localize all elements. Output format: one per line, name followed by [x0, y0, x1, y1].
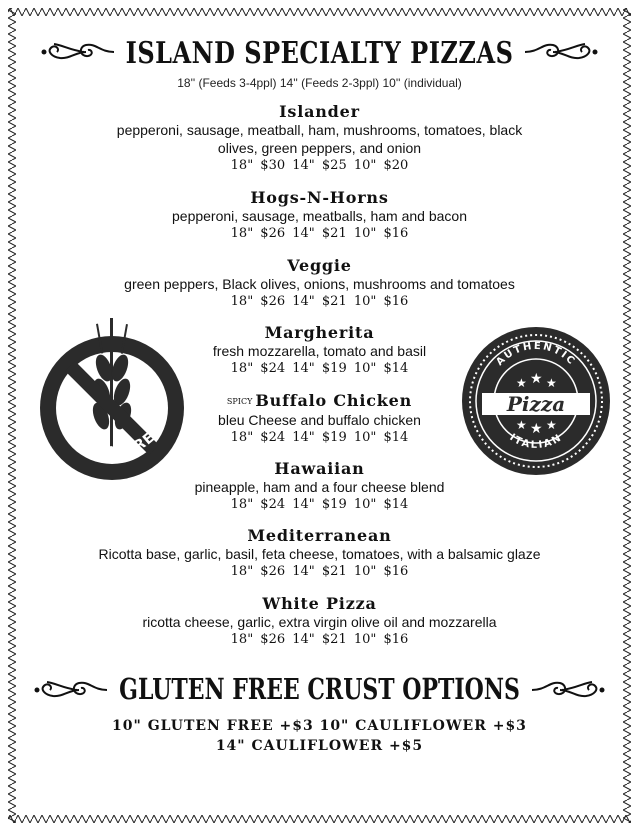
page-title: ISLAND SPECIALTY PIZZAS — [125, 33, 514, 71]
gluten-free-badge — [38, 310, 186, 490]
spicy-tag: SPICY — [226, 397, 253, 406]
item-name: Hawaiian — [274, 459, 365, 478]
svg-text:★: ★ — [546, 418, 557, 432]
item-desc: green peppers, Black olives, onions, mushrooms and tomatoes — [124, 276, 515, 292]
flourish-left-icon — [40, 39, 116, 65]
gluten-free-title: GLUTEN FREE CRUST OPTIONS — [119, 673, 520, 707]
seal-center-text: Pizza — [506, 392, 566, 416]
item-name: White Pizza — [262, 594, 377, 613]
item-price: 18" $24 14" $19 10" $14 — [230, 430, 409, 445]
item-price: 18" $26 14" $21 10" $16 — [230, 564, 409, 579]
item-name-text: Buffalo Chicken — [255, 391, 413, 410]
seal-top-text: AUTHENTIC — [494, 340, 578, 369]
svg-text:★: ★ — [530, 421, 543, 437]
item-desc: Ricotta base, garlic, basil, feta cheese, tomatoes, with a balsamic glaze — [98, 546, 541, 562]
flourish-right-icon — [530, 677, 606, 703]
menu-item — [60, 188, 579, 243]
svg-text:★: ★ — [530, 371, 543, 387]
item-price: 18" $26 14" $21 10" $16 — [230, 226, 409, 241]
border-top — [8, 8, 631, 16]
gf-option-line: 10" GLUTEN FREE +$3 10" CAULIFLOWER +$3 — [112, 718, 527, 734]
gf-option-line: 14" CAULIFLOWER +$5 — [215, 738, 424, 754]
item-desc: bleu Cheese and buffalo chicken — [218, 412, 421, 428]
item-name: Veggie — [287, 256, 352, 275]
item-price: 18" $24 14" $19 10" $14 — [230, 361, 409, 376]
menu-item — [60, 102, 579, 175]
menu-item — [40, 526, 599, 581]
size-info: 18'' (Feeds 3-4ppl) 14'' (Feeds 2-3ppl) 10'' (individual) — [177, 76, 462, 90]
gluten-free-text: GLUTEN FREE — [58, 422, 166, 461]
menu-item — [60, 594, 579, 649]
item-desc: olives, green peppers, and onion — [217, 140, 422, 156]
item-desc: ricotta cheese, garlic, extra virgin olive oil and mozzarella — [142, 614, 497, 630]
pizza-seal-icon — [460, 325, 612, 477]
border-bottom — [8, 815, 631, 823]
item-name: Margherita — [264, 323, 375, 342]
item-desc: pepperoni, sausage, meatball, ham, mushrooms, tomatoes, black — [116, 122, 523, 138]
title-row — [0, 32, 639, 72]
svg-text:★: ★ — [516, 418, 527, 432]
svg-text:★: ★ — [546, 376, 557, 390]
no-wheat-icon — [38, 310, 186, 490]
item-price: 18" $24 14" $19 10" $14 — [230, 497, 409, 512]
pizza-seal — [460, 325, 612, 477]
flourish-right-icon — [523, 39, 599, 65]
gluten-free-options — [0, 716, 639, 756]
gluten-free-title-row — [0, 670, 639, 710]
flourish-left-icon — [33, 677, 109, 703]
menu-item — [60, 256, 579, 311]
item-desc: fresh mozzarella, tomato and basil — [212, 343, 427, 359]
seal-bottom-text: ITALIAN — [507, 432, 565, 451]
item-name: Islander — [279, 102, 360, 121]
item-price: 18" $30 14" $25 10" $20 — [230, 158, 409, 173]
item-desc: pineapple, ham and a four cheese blend — [194, 479, 445, 495]
item-price: 18" $26 14" $21 10" $16 — [230, 294, 409, 309]
item-price: 18" $26 14" $21 10" $16 — [230, 632, 409, 647]
item-desc: pepperoni, sausage, meatballs, ham and bacon — [172, 208, 467, 224]
item-name: Hogs-N-Horns — [250, 188, 389, 207]
item-name: Mediterranean — [247, 526, 392, 545]
svg-text:★: ★ — [516, 376, 527, 390]
